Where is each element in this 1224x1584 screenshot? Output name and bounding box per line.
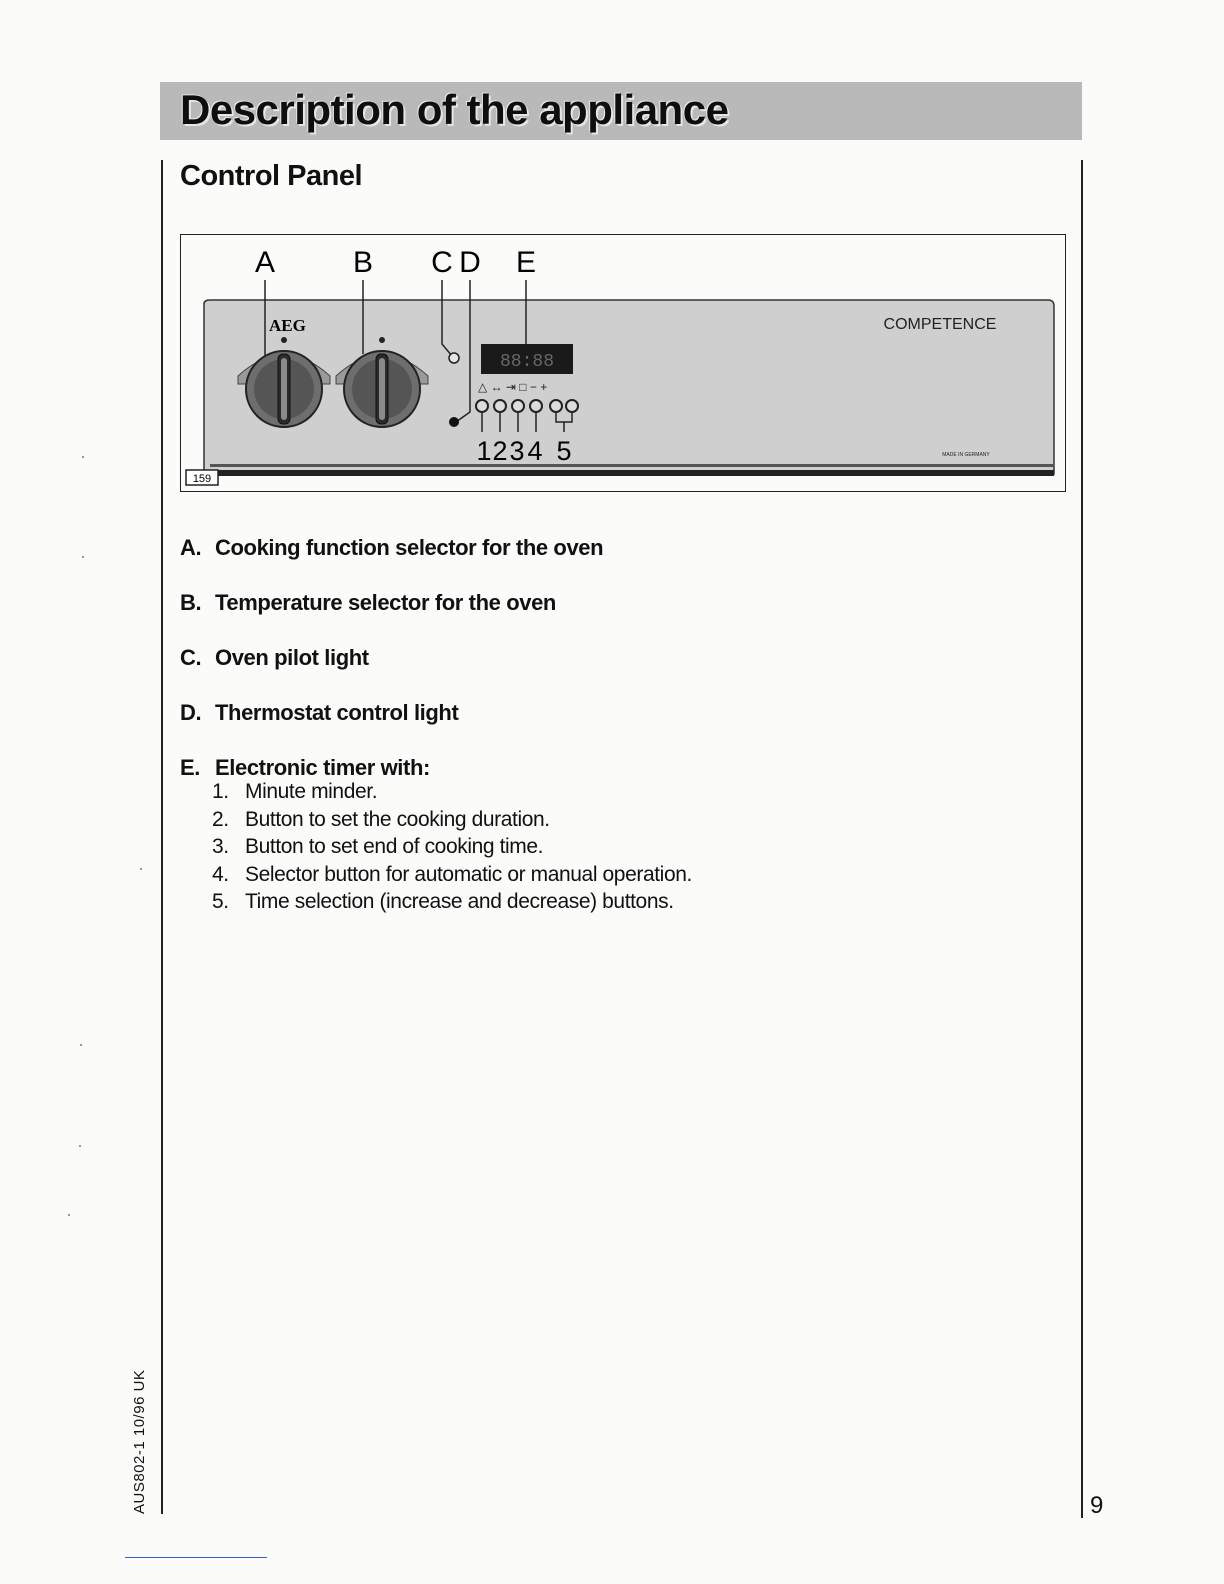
sub-item-text: Minute minder.: [245, 780, 378, 803]
panel-bottom-strip: [204, 470, 1054, 476]
sub-item-text: Button to set the cooking duration.: [245, 807, 550, 831]
item-text: Electronic timer with:: [215, 755, 430, 780]
button-number-2: 2: [492, 436, 508, 466]
end-time-button[interactable]: [512, 400, 524, 412]
list-item: [180, 700, 1060, 755]
callout-e: E: [515, 246, 537, 279]
oven-pilot-light: [449, 353, 459, 363]
button-number-1: 1: [476, 436, 492, 466]
item-text: Cooking function selector for the oven: [215, 535, 604, 560]
scan-speck: [82, 456, 84, 458]
knob-b-marker: [379, 337, 385, 343]
sub-list-item: [180, 835, 1060, 863]
component-list: [180, 535, 1060, 918]
item-text: Temperature selector for the oven: [215, 590, 556, 615]
scan-speck: [80, 1044, 82, 1046]
sub-item-number: 1.: [212, 780, 229, 803]
callout-c: C: [431, 246, 453, 279]
sub-item-text: Time selection (increase and decrease) buttons.: [245, 890, 674, 913]
knob-a-marker: [281, 337, 287, 343]
callout-d: D: [459, 246, 481, 279]
document-code: AUS802-1 10/96 UK: [131, 1369, 148, 1514]
figure-number: 159: [192, 473, 212, 485]
panel-ledge: [210, 464, 1054, 467]
scan-speck: [68, 1214, 70, 1216]
sub-item-number: 4.: [212, 862, 229, 886]
auto-manual-button[interactable]: [530, 400, 542, 412]
list-item: [180, 590, 1060, 645]
scan-speck: [140, 868, 142, 870]
footer-underline: [125, 1557, 267, 1558]
sub-item-text: Button to set end of cooking time.: [245, 835, 544, 858]
sub-item-text: Selector button for automatic or manual operation.: [245, 862, 692, 886]
callout-b: B: [352, 246, 374, 279]
item-letter: E.: [180, 755, 200, 780]
sub-list-item: [180, 890, 1060, 918]
button-number-5: 5: [556, 436, 572, 466]
sub-item-number: 5.: [212, 890, 229, 913]
item-letter: C.: [180, 645, 202, 670]
sub-list-item: [180, 808, 1060, 836]
sub-list-item: [180, 863, 1060, 891]
page-number: 9: [1090, 1492, 1104, 1519]
cooking-duration-button[interactable]: [494, 400, 506, 412]
subtitle: Control Panel: [180, 160, 363, 192]
sub-item-number: 3.: [212, 835, 229, 858]
sub-item-number: 2.: [212, 807, 229, 831]
timer-display-digits: 88:88: [499, 352, 555, 372]
timer-feature-list: [180, 780, 1060, 918]
right-margin-rule: [1081, 160, 1083, 1518]
sub-list-item: [180, 780, 1060, 808]
button-number-4: 4: [527, 436, 543, 466]
brand-logo-text: AEG: [269, 316, 306, 335]
button-number-3: 3: [509, 436, 525, 466]
timer-symbols: △ ↔ ⇥ □ − +: [478, 380, 548, 394]
list-item: [180, 535, 1060, 590]
item-text: Oven pilot light: [215, 645, 369, 670]
item-letter: D.: [180, 700, 202, 725]
item-text: Thermostat control light: [215, 700, 459, 725]
list-item: [180, 645, 1060, 700]
increase-button[interactable]: [566, 400, 578, 412]
decrease-button[interactable]: [550, 400, 562, 412]
left-margin-rule: [161, 160, 163, 1514]
minute-minder-button[interactable]: [476, 400, 488, 412]
thermostat-control-light: [449, 417, 459, 427]
made-in-label: MADE IN GERMANY: [942, 452, 990, 458]
scan-speck: [82, 556, 84, 558]
item-letter: B.: [180, 590, 202, 615]
model-name: COMPETENCE: [883, 316, 997, 333]
control-panel-illustration: [180, 234, 1066, 492]
section-title: Description of the appliance: [180, 86, 729, 133]
scan-speck: [79, 1145, 81, 1147]
callout-a: A: [254, 246, 276, 279]
item-letter: A.: [180, 535, 202, 560]
